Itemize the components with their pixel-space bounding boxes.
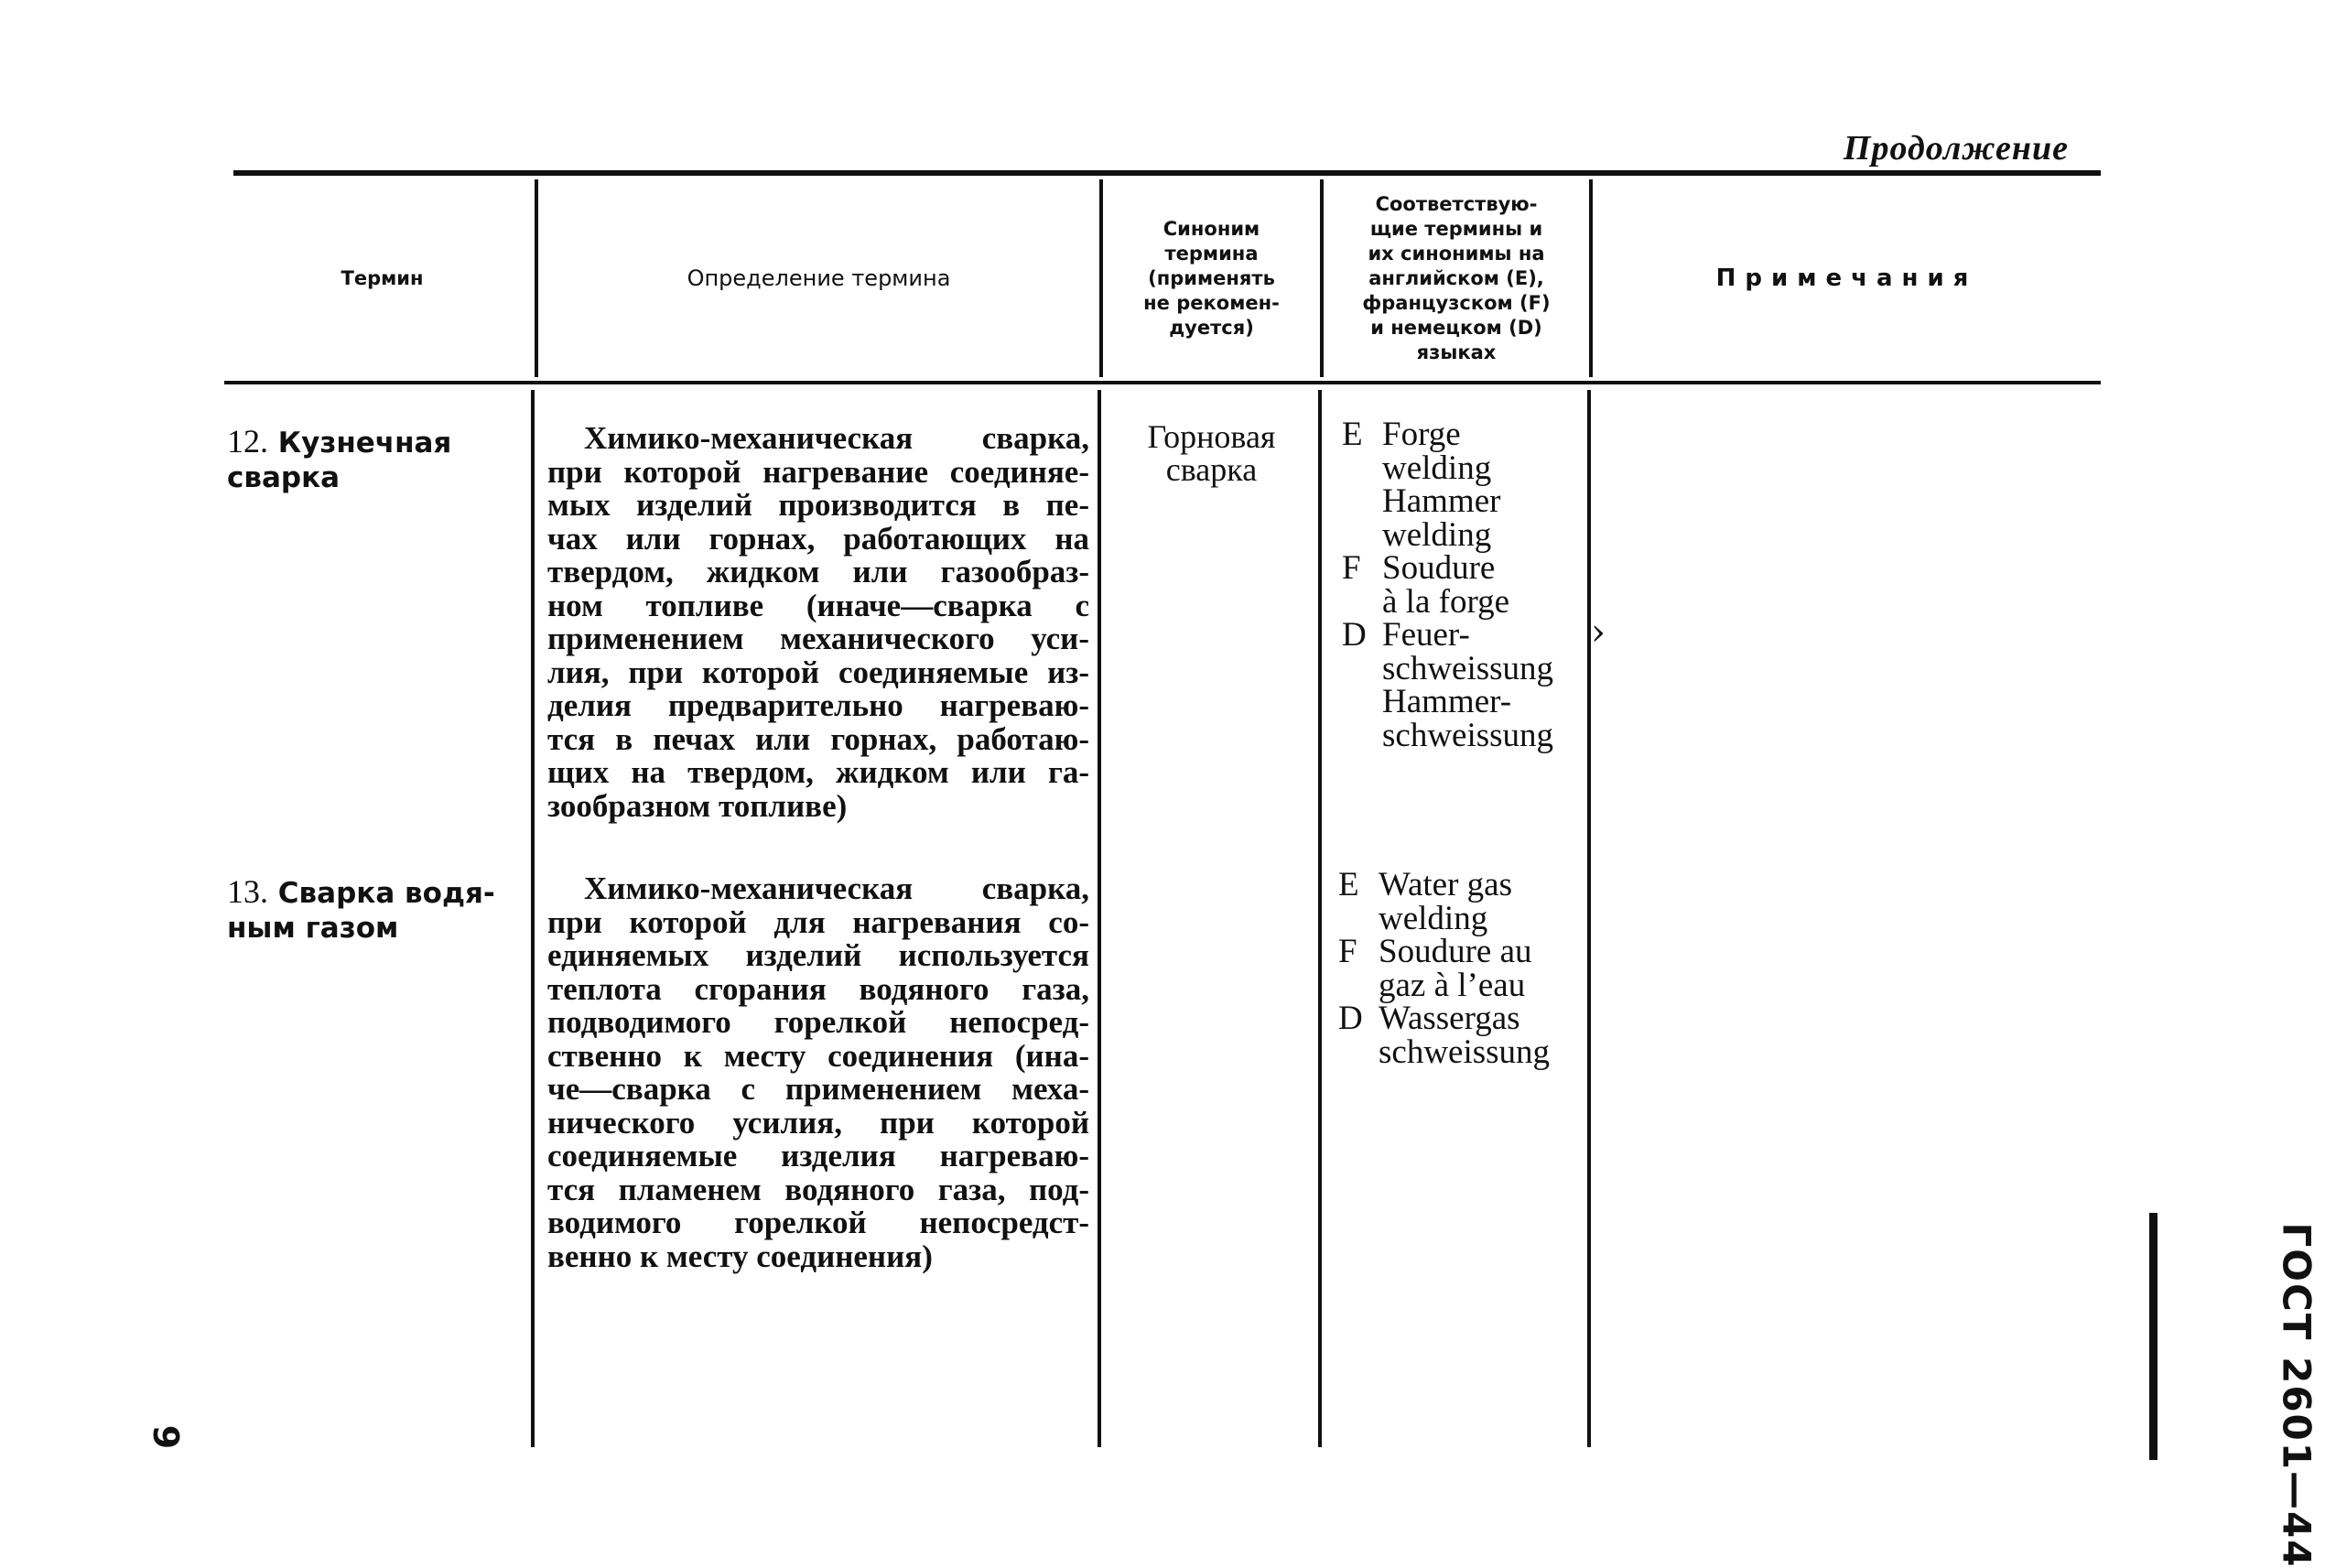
term-line: Кузнечная <box>277 427 452 460</box>
definition-line: твердом, жидком или газообраз- <box>547 554 1089 589</box>
synonym-line: Горновая <box>1147 418 1276 455</box>
definition-line: зообразном топливе) <box>547 787 848 824</box>
lang-code: D <box>1342 616 1367 654</box>
definition-line: Химико-механическая сварка, <box>584 871 1089 906</box>
header-synonym-line: (применять <box>1148 266 1275 289</box>
equivalent-line: Feuer- <box>1382 616 1470 654</box>
header-synonym-line: дуется) <box>1169 316 1254 339</box>
column-divider-1-body <box>531 390 535 1447</box>
synonym-12 <box>1103 420 1320 486</box>
equivalent-english <box>1338 866 1550 903</box>
definition-line: лия, при которой соединяемые из- <box>547 654 1089 690</box>
header-equivalents-line: языках <box>1416 341 1497 363</box>
top-rule <box>233 170 2101 176</box>
header-synonym-line: не рекомен- <box>1143 291 1280 314</box>
equivalents-12 <box>1342 418 1553 752</box>
term-line: сварка <box>227 461 341 494</box>
equivalent-line: Hammer <box>1382 482 1501 520</box>
definition-line: Химико-механическая сварка, <box>584 420 1089 456</box>
equivalents-13 <box>1338 866 1551 1071</box>
definition-line: че—сварка с применением меха- <box>547 1071 1089 1107</box>
equivalent-line: schweissung <box>1379 1033 1551 1071</box>
header-notes: Примечания <box>1715 265 1978 292</box>
header-term: Термин <box>341 266 424 289</box>
side-bar <box>2149 1213 2157 1460</box>
lang-code: F <box>1342 549 1361 587</box>
side-standard-label: ГОСТ 2601—44 <box>2274 1222 2320 1568</box>
definition-13 <box>547 872 1089 1273</box>
header-equivalents-line: щие термины и <box>1369 217 1543 240</box>
header-equivalents-line: английском (E), <box>1368 266 1544 289</box>
header-equivalents-line: Соответствую- <box>1375 192 1538 215</box>
term-line: ным газом <box>227 912 399 945</box>
lang-code: F <box>1338 933 1357 970</box>
lang-code: D <box>1338 1000 1363 1037</box>
equivalent-line: welding <box>1382 515 1492 554</box>
lang-code: E <box>1342 416 1363 453</box>
definition-line: соединяемые изделия нагреваю- <box>547 1138 1089 1173</box>
header-synonym-line: Синоним <box>1162 217 1260 240</box>
header-synonym <box>1103 179 1320 377</box>
definition-line: теплота сгорания водяного газа, <box>547 970 1089 1007</box>
brace-mark: › <box>1591 611 1606 654</box>
synonym-line: сварка <box>1165 451 1258 488</box>
page-number: 9 <box>146 1424 187 1450</box>
header-equivalents-line: их синонимы на <box>1368 242 1545 265</box>
definition-line: тся пламенем водяного газа, под- <box>547 1171 1089 1207</box>
definition-line: делия предварительно нагреваю- <box>547 687 1089 723</box>
equivalent-line: à la forge <box>1382 582 1510 621</box>
equivalent-french <box>1338 935 1550 969</box>
definition-line: при которой нагревание соединяе- <box>547 453 1089 490</box>
term-number: 13. <box>227 873 268 910</box>
equivalent-german <box>1342 616 1553 654</box>
term-12 <box>227 424 451 495</box>
term-13 <box>227 874 495 946</box>
header-synonym-line: термина <box>1164 242 1259 265</box>
term-number: 12. <box>227 423 268 460</box>
term-line: Сварка водя- <box>277 877 495 910</box>
definition-line: при которой для нагревания со- <box>547 903 1089 940</box>
definition-line: мых изделий производится в пе- <box>547 487 1089 523</box>
definition-line: тся в печах или горнах, работаю- <box>547 720 1089 757</box>
header-equivalents-line: и немецком (D) <box>1370 316 1542 339</box>
definition-line: венно к месту соединения) <box>547 1238 933 1274</box>
equivalent-line: Hammer- <box>1382 683 1512 720</box>
definition-line: единяемых изделий используется <box>547 937 1089 973</box>
equivalent-line: Soudure au <box>1379 933 1532 970</box>
definition-line: подводимого горелкой непосред- <box>547 1004 1089 1040</box>
equivalent-german <box>1338 1002 1550 1036</box>
equivalent-line: Wassergas <box>1379 1000 1520 1037</box>
equivalent-english <box>1342 418 1553 452</box>
definition-line: нического усилия, при которой <box>547 1104 1089 1141</box>
equivalent-line: Forge <box>1382 416 1461 453</box>
definition-12 <box>547 422 1089 823</box>
header-equivalents <box>1324 179 1589 377</box>
equivalent-line: Soudure <box>1382 549 1496 587</box>
continuation-label: Продолжение <box>1843 129 2069 168</box>
equivalent-french <box>1342 549 1553 587</box>
equivalent-line: welding <box>1382 449 1492 487</box>
header-equivalents-line: французском (F) <box>1362 291 1551 314</box>
equivalent-line: schweissung <box>1382 649 1554 687</box>
definition-line: ном топливе (иначе—сварка с <box>547 587 1089 623</box>
equivalent-line: gaz à l’eau <box>1379 966 1526 1004</box>
definition-line: щих на твердом, жидком или га- <box>547 754 1089 790</box>
column-divider-2-body <box>1098 390 1101 1447</box>
definition-line: применением механического уси- <box>547 621 1089 656</box>
equivalent-line: welding <box>1379 899 1488 937</box>
lang-code: E <box>1338 866 1359 903</box>
header-definition: Определение термина <box>687 265 951 291</box>
equivalent-line: Water gas <box>1379 866 1512 903</box>
definition-line: водимого горелкой непосредст- <box>547 1205 1089 1240</box>
column-divider-4-body <box>1587 390 1591 1447</box>
column-divider-3-body <box>1318 390 1322 1447</box>
header-rule <box>224 381 2101 384</box>
definition-line: чах или горнах, работающих на <box>547 520 1089 557</box>
definition-line: ственно к месту соединения (ина- <box>547 1037 1089 1074</box>
equivalent-line: schweissung <box>1382 716 1554 754</box>
